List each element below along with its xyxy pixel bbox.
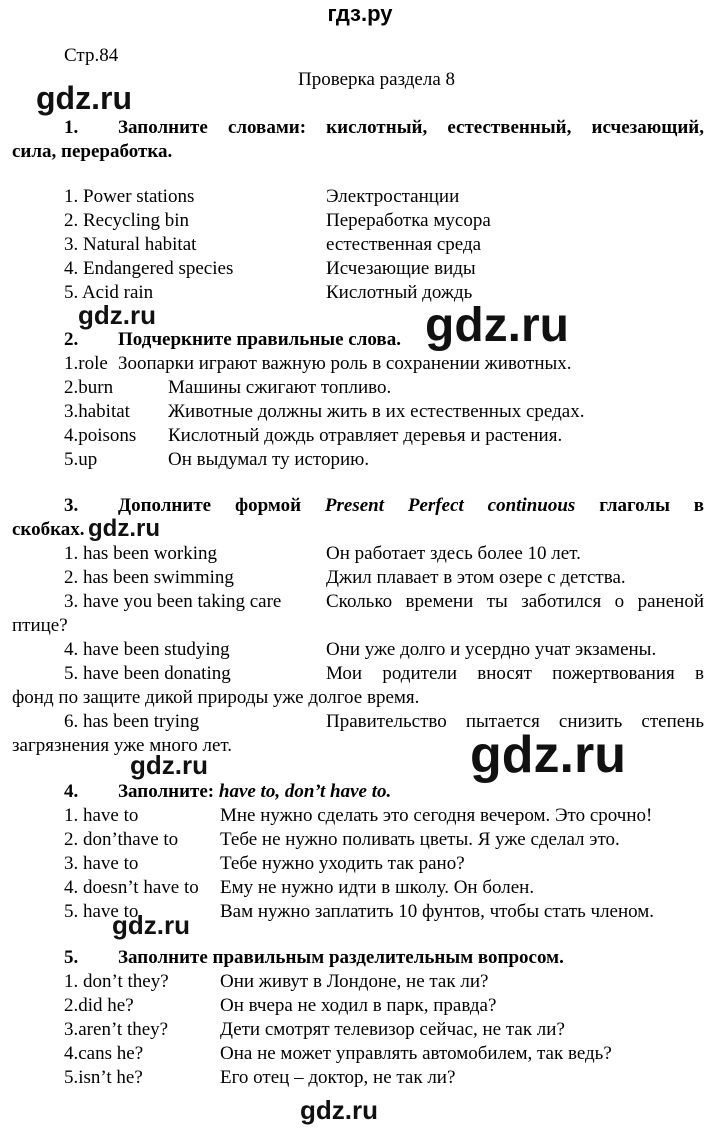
ex2-answer: 4.poisons [64,425,137,446]
ex5-translation: Она не может управлять автомобилем, так ведь? [220,1043,612,1064]
ex5-translation: Дети смотрят телевизор сейчас, не так ли? [220,1019,565,1040]
ex3-translation: Они уже долго и усердно учат экзамены. [326,639,657,660]
ex2-answer: 3.habitat [64,401,130,422]
ex1-answer: 5. Acid rain [64,282,154,303]
watermark: gdz.ru [300,1095,378,1125]
watermark: gdz.ru [425,299,569,352]
section-title: Проверка раздела 8 [298,69,456,90]
ex1-translation: Кислотный дождь [326,282,473,303]
ex4-translation: Мне нужно сделать это сегодня вечером. Это срочно! [220,805,653,826]
ex5-instruction: Заполните правильным разделительным вопросом. [118,947,564,968]
ex1-answer: 2. Recycling bin [64,210,190,231]
ex4-answer: 5. have to [64,901,139,922]
ex3-answer: 2. has been swimming [64,567,234,588]
watermark: gdz.ru [112,910,190,940]
ex1-translation: Исчезающие виды [326,258,476,279]
ex5-translation: Он вчера не ходил в парк, правда? [220,995,497,1016]
page-reference: Стр.84 [64,45,119,66]
ex3-answer: 1. has been working [64,543,218,564]
ex2-translation: Зоопарки играют важную роль в сохранении животных. [118,353,572,374]
ex3-instruction-tail: глаголы в [599,495,705,516]
ex1-translation: Переработка мусора [326,210,491,231]
watermark: gdz.ru [470,726,626,784]
ex2-translation: Машины сжигают топливо. [168,377,392,398]
ex5-translation: Его отец – доктор, не так ли? [220,1067,456,1088]
ex3-answer: 3. have you been taking care [64,591,282,612]
ex3-translation: Правительство пытается снизить степень [326,711,704,732]
ex3-translation: Мои родители вносят пожертвования в [326,663,704,684]
ex1-instruction: Заполните словами: кислотный, естественный, исчезающий, [118,117,704,138]
ex4-translation: Тебе нужно уходить так рано? [220,853,465,874]
ex4-answer: 3. have to [64,853,139,874]
ex3-tense-name: Present Perfect continuous [324,495,576,516]
ex4-answer: 2. don’thave to [64,829,179,850]
ex3-instruction-text: Дополните формой [118,495,302,516]
ex3-translation: Джил плавает в этом озере с детства. [326,567,626,588]
watermark: gdz.ru [78,300,156,330]
ex4-options: have to, don’t have to. [218,781,392,802]
ex5-answer: 2.did he? [64,995,134,1016]
ex2-number: 2. [64,329,79,350]
ex5-answer: 3.aren’t they? [64,1019,169,1040]
ex2-answer: 1.role [64,353,108,374]
ex3-translation-cont: птице? [12,615,68,636]
ex3-translation-cont: фонд по защите дикой природы уже долгое время. [12,687,420,708]
ex3-translation-cont: загрязнения уже много лет. [12,735,233,756]
ex3-instruction [118,494,704,518]
ex1-instruction-cont: сила, переработка. [12,141,173,162]
ex3-answer: 6. has been trying [64,711,200,732]
ex5-answer: 4.cans he? [64,1043,144,1064]
ex1-answer: 1. Power stations [64,186,195,207]
ex4-number: 4. [64,781,79,802]
ex1-translation: Электростанции [326,186,460,207]
ex4-translation: Тебе не нужно поливать цветы. Я уже сделал это. [220,829,620,850]
ex2-answer: 5.up [64,449,98,470]
ex3-number: 3. [64,495,79,516]
ex3-translation: Он работает здесь более 10 лет. [326,543,581,564]
watermark: gdz.ru [130,750,208,780]
ex4-translation: Ему не нужно идти в школу. Он болен. [220,877,535,898]
ex4-instruction-text: Заполните: [118,781,215,802]
ex5-answer: 5.isn’t he? [64,1067,143,1088]
ex2-translation: Животные должны жить в их естественных средах. [168,401,585,422]
ex1-number: 1. [64,117,79,138]
ex4-answer: 1. have to [64,805,139,826]
ex5-answer: 1. don’t they? [64,971,169,992]
ex3-translation: Сколько времени ты заботился о раненой [326,591,704,612]
ex5-number: 5. [64,947,79,968]
ex2-answer: 2.burn [64,377,114,398]
ex2-translation: Кислотный дождь отравляет деревья и растения. [168,425,563,446]
ex4-translation: Вам нужно заплатить 10 фунтов, чтобы стать членом. [220,901,655,922]
ex4-answer: 4. doesn’t have to [64,877,199,898]
ex1-answer: 4. Endangered species [64,258,234,279]
watermark: gdz.ru [36,80,132,116]
ex1-translation: естественная среда [326,234,482,255]
ex3-instruction-cont: скобках. [12,519,85,540]
ex2-instruction: Подчеркните правильные слова. [118,329,401,350]
ex2-translation: Он выдумал ту историю. [168,449,370,470]
site-header[interactable]: гдз.ру [327,1,393,26]
ex3-answer: 5. have been donating [64,663,231,684]
watermark: gdz.ru [88,515,160,542]
ex5-translation: Они живут в Лондоне, не так ли? [220,971,489,992]
ex4-instruction [118,780,391,804]
ex3-answer: 4. have been studying [64,639,230,660]
ex1-answer: 3. Natural habitat [64,234,197,255]
